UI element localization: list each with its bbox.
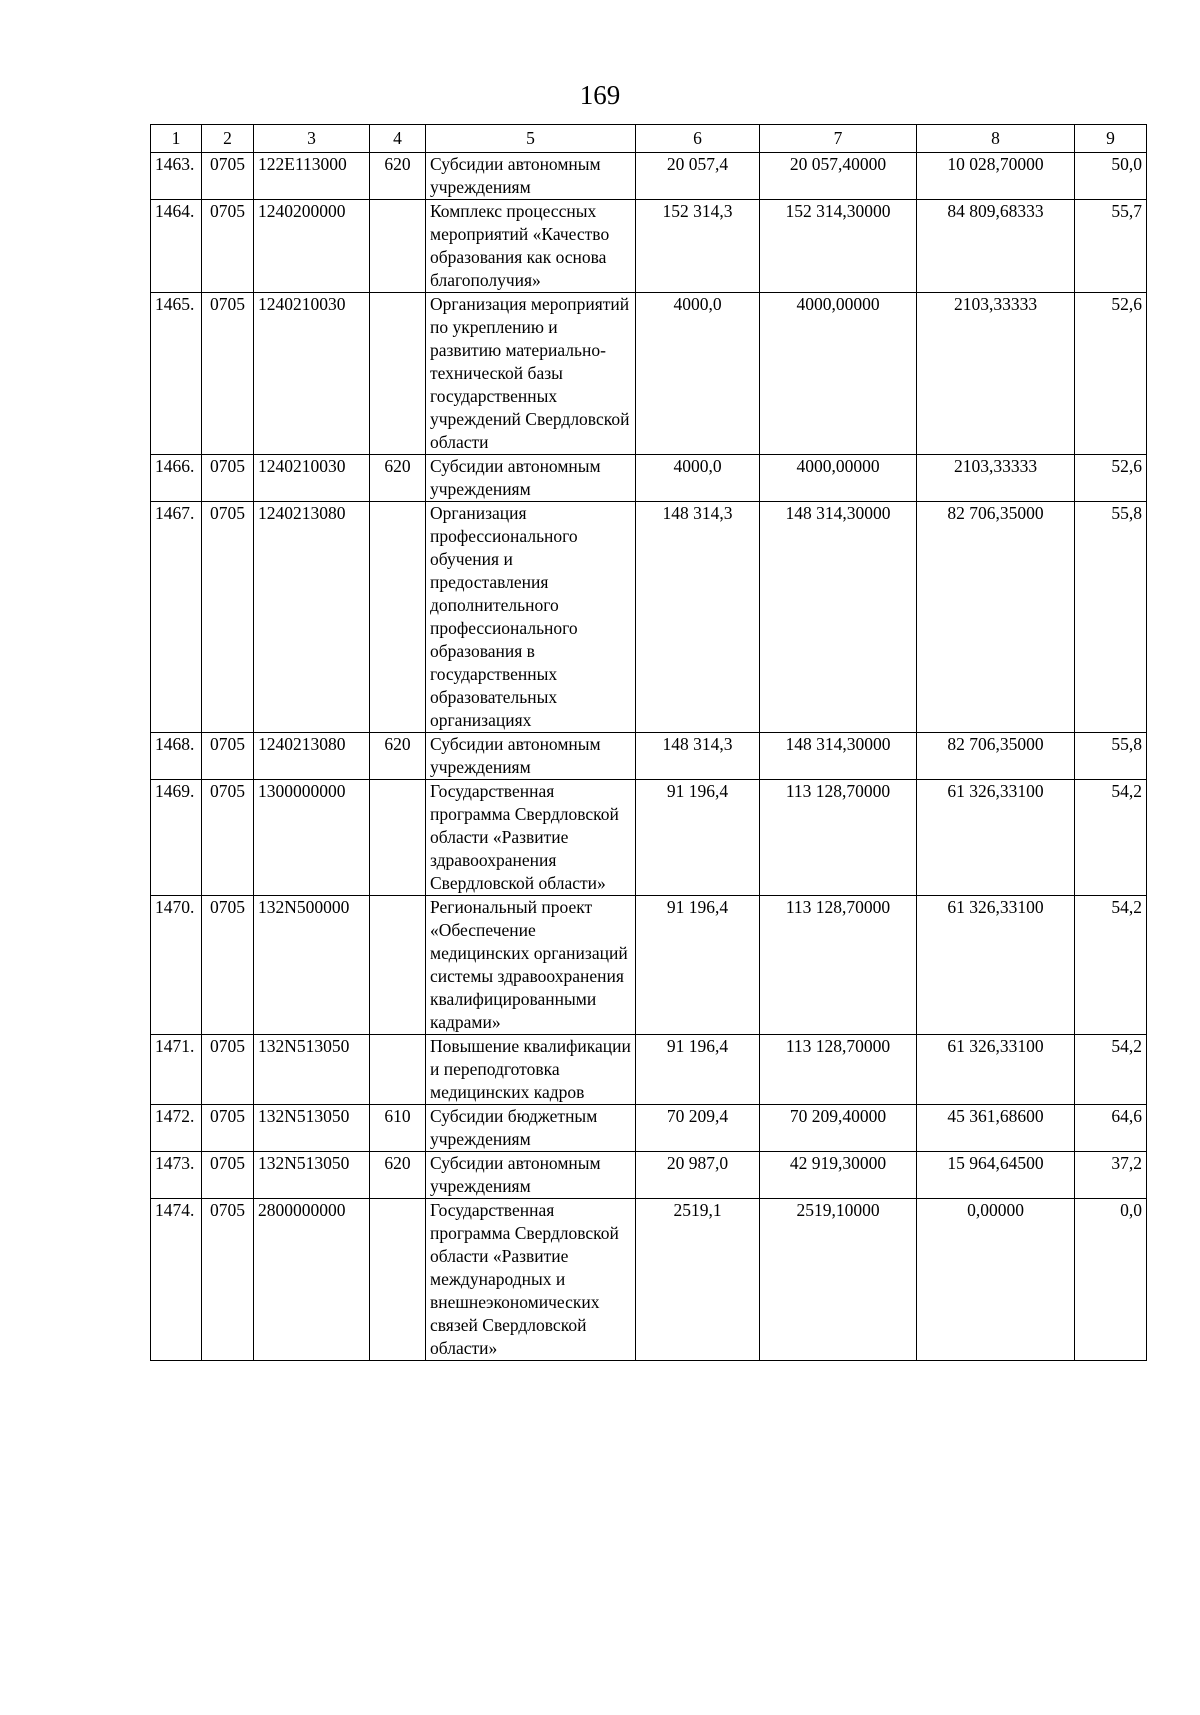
expense-type-code [370,1035,426,1105]
value-col-8: 2103,33333 [917,455,1075,502]
value-col-6: 2519,1 [636,1199,760,1361]
column-header-7: 7 [760,125,917,153]
percent-value: 0,0 [1075,1199,1147,1361]
section-code: 0705 [202,1035,254,1105]
table-row [151,200,1147,293]
column-header-9: 9 [1075,125,1147,153]
section-code: 0705 [202,733,254,780]
table-row [151,293,1147,455]
value-col-8: 15 964,64500 [917,1152,1075,1199]
percent-value: 55,8 [1075,502,1147,733]
value-col-6: 20 057,4 [636,153,760,200]
target-article-code: 2800000000 [254,1199,370,1361]
item-name: Субсидии автономным учреждениям [426,733,636,780]
percent-value: 54,2 [1075,1035,1147,1105]
value-col-8: 82 706,35000 [917,502,1075,733]
section-code: 0705 [202,896,254,1035]
value-col-8: 10 028,70000 [917,153,1075,200]
row-number: 1464. [151,200,202,293]
value-col-8: 61 326,33100 [917,896,1075,1035]
column-header-3: 3 [254,125,370,153]
value-col-7: 20 057,40000 [760,153,917,200]
target-article-code: 1240210030 [254,293,370,455]
value-col-7: 113 128,70000 [760,780,917,896]
expense-type-code [370,896,426,1035]
table-row [151,455,1147,502]
value-col-6: 91 196,4 [636,896,760,1035]
header-row [151,125,1147,153]
percent-value: 64,6 [1075,1105,1147,1152]
row-number: 1465. [151,293,202,455]
column-header-6: 6 [636,125,760,153]
percent-value: 54,2 [1075,896,1147,1035]
value-col-7: 2519,10000 [760,1199,917,1361]
target-article-code: 132N513050 [254,1105,370,1152]
expense-type-code [370,502,426,733]
expense-type-code [370,200,426,293]
table-row [151,1035,1147,1105]
value-col-8: 0,00000 [917,1199,1075,1361]
target-article-code: 132N513050 [254,1152,370,1199]
section-code: 0705 [202,502,254,733]
section-code: 0705 [202,1105,254,1152]
expense-type-code: 620 [370,733,426,780]
item-name: Субсидии автономным учреждениям [426,1152,636,1199]
percent-value: 37,2 [1075,1152,1147,1199]
percent-value: 52,6 [1075,455,1147,502]
row-number: 1467. [151,502,202,733]
value-col-7: 152 314,30000 [760,200,917,293]
section-code: 0705 [202,780,254,896]
expense-type-code: 620 [370,455,426,502]
expense-type-code: 620 [370,1152,426,1199]
value-col-6: 148 314,3 [636,733,760,780]
column-header-1: 1 [151,125,202,153]
page-number: 169 [579,80,621,110]
value-col-8: 61 326,33100 [917,780,1075,896]
target-article-code: 1240200000 [254,200,370,293]
row-number: 1474. [151,1199,202,1361]
section-code: 0705 [202,200,254,293]
item-name: Государственная программа Свердловской области «Развитие международных и внешнеэкономических связей Свердловской области» [426,1199,636,1361]
table-row [151,1199,1147,1361]
value-col-7: 113 128,70000 [760,1035,917,1105]
value-col-6: 4000,0 [636,455,760,502]
item-name: Субсидии бюджетным учреждениям [426,1105,636,1152]
expense-type-code [370,780,426,896]
value-col-7: 70 209,40000 [760,1105,917,1152]
target-article-code: 1300000000 [254,780,370,896]
value-col-6: 152 314,3 [636,200,760,293]
item-name: Организация профессионального обучения и предоставления дополнительного профессионального образования в государственных образовательных организациях [426,502,636,733]
value-col-6: 148 314,3 [636,502,760,733]
budget-table [150,124,1147,1361]
item-name: Региональный проект «Обеспечение медицинских организаций системы здравоохранения квалифицированными кадрами» [426,896,636,1035]
percent-value: 55,7 [1075,200,1147,293]
table-row [151,896,1147,1035]
row-number: 1473. [151,1152,202,1199]
percent-value: 50,0 [1075,153,1147,200]
section-code: 0705 [202,293,254,455]
row-number: 1468. [151,733,202,780]
item-name: Повышение квалификации и переподготовка медицинских кадров [426,1035,636,1105]
column-header-4: 4 [370,125,426,153]
value-col-6: 91 196,4 [636,1035,760,1105]
table-row [151,502,1147,733]
column-header-5: 5 [426,125,636,153]
value-col-7: 148 314,30000 [760,502,917,733]
row-number: 1471. [151,1035,202,1105]
item-name: Организация мероприятий по укреплению и развитию материально-технической базы государственных учреждений Свердловской области [426,293,636,455]
expense-type-code: 620 [370,153,426,200]
value-col-6: 91 196,4 [636,780,760,896]
percent-value: 54,2 [1075,780,1147,896]
item-name: Субсидии автономным учреждениям [426,455,636,502]
value-col-8: 2103,33333 [917,293,1075,455]
value-col-7: 113 128,70000 [760,896,917,1035]
column-header-2: 2 [202,125,254,153]
target-article-code: 132N513050 [254,1035,370,1105]
row-number: 1469. [151,780,202,896]
table-row [151,1152,1147,1199]
target-article-code: 1240210030 [254,455,370,502]
expense-type-code [370,1199,426,1361]
percent-value: 52,6 [1075,293,1147,455]
value-col-6: 20 987,0 [636,1152,760,1199]
value-col-7: 148 314,30000 [760,733,917,780]
value-col-6: 4000,0 [636,293,760,455]
section-code: 0705 [202,1199,254,1361]
percent-value: 55,8 [1075,733,1147,780]
item-name: Субсидии автономным учреждениям [426,153,636,200]
expense-type-code: 610 [370,1105,426,1152]
item-name: Государственная программа Свердловской области «Развитие здравоохранения Свердловской области» [426,780,636,896]
row-number: 1470. [151,896,202,1035]
table-row [151,153,1147,200]
table-row [151,733,1147,780]
target-article-code: 132N500000 [254,896,370,1035]
section-code: 0705 [202,1152,254,1199]
row-number: 1472. [151,1105,202,1152]
value-col-7: 42 919,30000 [760,1152,917,1199]
target-article-code: 1240213080 [254,733,370,780]
value-col-7: 4000,00000 [760,455,917,502]
target-article-code: 122E113000 [254,153,370,200]
table-row [151,1105,1147,1152]
value-col-7: 4000,00000 [760,293,917,455]
column-header-8: 8 [917,125,1075,153]
table-row [151,780,1147,896]
section-code: 0705 [202,455,254,502]
target-article-code: 1240213080 [254,502,370,733]
row-number: 1463. [151,153,202,200]
section-code: 0705 [202,153,254,200]
value-col-8: 61 326,33100 [917,1035,1075,1105]
value-col-6: 70 209,4 [636,1105,760,1152]
value-col-8: 84 809,68333 [917,200,1075,293]
value-col-8: 82 706,35000 [917,733,1075,780]
item-name: Комплекс процессных мероприятий «Качество образования как основа благополучия» [426,200,636,293]
expense-type-code [370,293,426,455]
row-number: 1466. [151,455,202,502]
value-col-8: 45 361,68600 [917,1105,1075,1152]
